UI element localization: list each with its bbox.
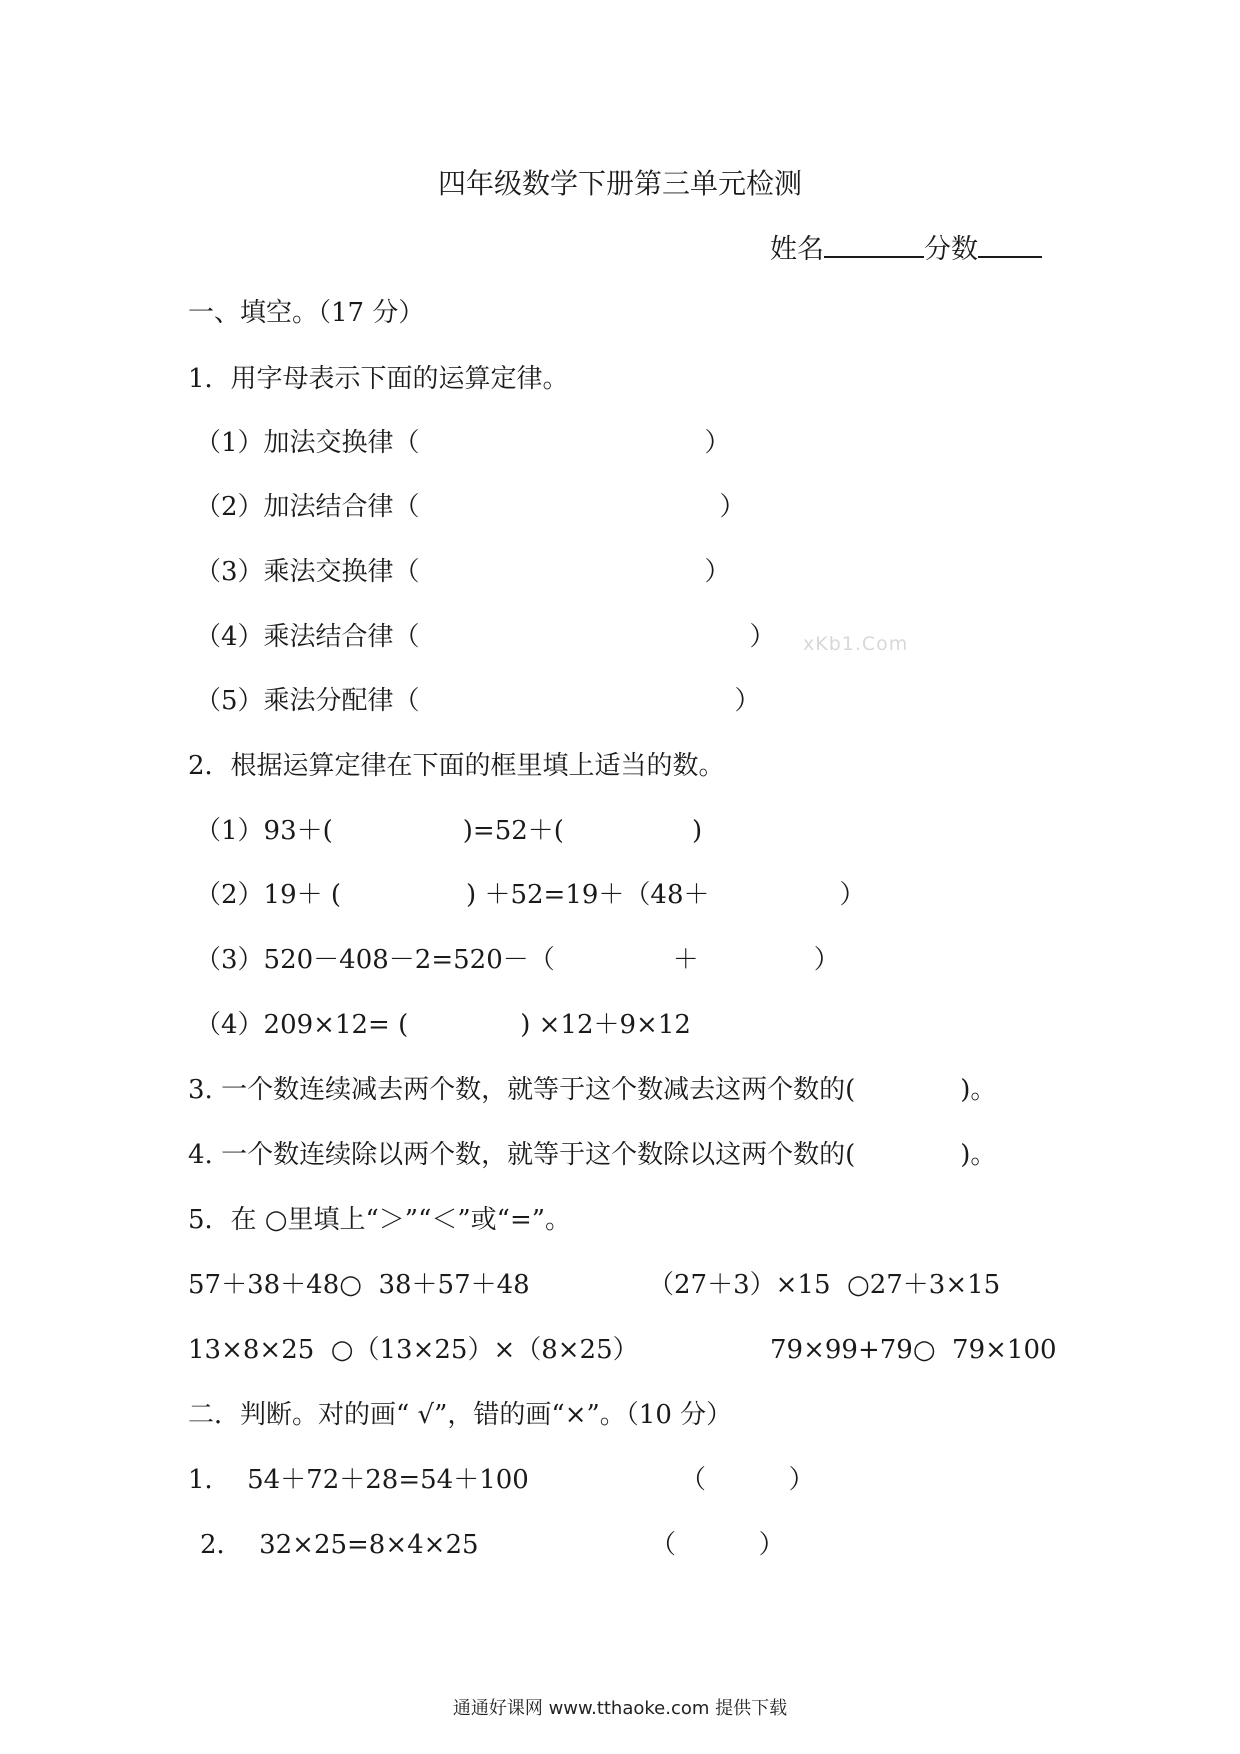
q2-part-a: （3）520－408－2=520－（ [195, 945, 555, 975]
q1-item-label: （5）乘法分配律（ [195, 686, 420, 716]
page-title: 四年级数学下册第三单元检测 [437, 167, 802, 200]
name-score-line [770, 230, 1042, 268]
judge-paren-2[interactable]: （ ） [650, 1530, 785, 1560]
section1-heading: 一、填空。（17 分） [188, 298, 425, 328]
q4 [188, 1138, 996, 1172]
q2-item-4 [195, 1008, 691, 1042]
q2-part-b: )=52＋( [462, 816, 564, 846]
q2-item-2 [195, 878, 866, 912]
q1-item-2 [195, 490, 746, 524]
watermark-text: xKb1.Com [803, 633, 909, 655]
footer-source: 通通好课网 www.tthaoke.com 提供下载 [452, 1698, 788, 1719]
q2-item-3 [195, 943, 840, 977]
close-paren: ） [704, 428, 731, 458]
close-paren: ） [719, 492, 746, 522]
q5-row-1-left: 57＋38＋48○ 38＋57＋48 [188, 1270, 530, 1300]
q5-stem: 5．在 ○里填上“＞”“＜”或“=”。 [188, 1205, 572, 1235]
name-label: 姓名 [770, 234, 824, 265]
q3-text: 3. 一个数连续减去两个数，就等于这个数减去这两个数的( [188, 1075, 856, 1105]
q5-row-2-left: 13×8×25 ○（13×25）×（8×25） [188, 1335, 639, 1365]
q2-item-1 [195, 814, 702, 848]
close-paren: )。 [960, 1075, 997, 1105]
q2-part-c: ） [813, 945, 840, 975]
q3 [188, 1073, 996, 1107]
q1-item-label: （3）乘法交换律（ [195, 557, 420, 587]
q1-item-label: （2）加法结合律（ [195, 492, 420, 522]
q1-item-label: （4）乘法结合律（ [195, 622, 420, 652]
q1-item-4 [195, 620, 776, 654]
name-blank[interactable] [824, 230, 924, 258]
section2-heading: 二．判断。对的画“ √”，错的画“×”。（10 分） [188, 1400, 733, 1430]
score-label: 分数 [924, 234, 978, 265]
q1-stem: 1．用字母表示下面的运算定律。 [188, 364, 569, 394]
close-paren: )。 [960, 1140, 997, 1170]
q2-part-b: ) ×12＋9×12 [520, 1010, 691, 1040]
close-paren: ） [704, 557, 731, 587]
q2-part-a: （4）209×12= ( [195, 1010, 409, 1040]
q2-part-c: ） [839, 880, 866, 910]
q5-row-1-right: （27＋3）×15 ○27＋3×15 [648, 1270, 1001, 1300]
q1-item-3 [195, 555, 731, 589]
q2-part-b: ) ＋52=19＋（48＋ [466, 880, 710, 910]
q2-part-a: （1）93＋( [195, 816, 333, 846]
q2-part-c: ) [691, 816, 703, 846]
q1-item-1 [195, 426, 731, 460]
judge-item-2: 2． 32×25=8×4×25 [200, 1530, 479, 1560]
q5-row-2-right: 79×99+79○ 79×100 [770, 1335, 1057, 1365]
q2-part-b: ＋ [672, 945, 699, 975]
q1-item-label: （1）加法交换律（ [195, 428, 420, 458]
q1-item-5 [195, 684, 761, 718]
close-paren: ） [734, 686, 761, 716]
close-paren: ） [749, 622, 776, 652]
q2-stem: 2．根据运算定律在下面的框里填上适当的数。 [188, 751, 725, 781]
judge-paren-1[interactable]: （ ） [680, 1465, 815, 1495]
q4-text: 4. 一个数连续除以两个数，就等于这个数除以这两个数的( [188, 1140, 856, 1170]
judge-item-1: 1． 54＋72＋28=54＋100 [188, 1465, 529, 1495]
q2-part-a: （2）19＋ ( [195, 880, 342, 910]
score-blank[interactable] [978, 230, 1042, 258]
